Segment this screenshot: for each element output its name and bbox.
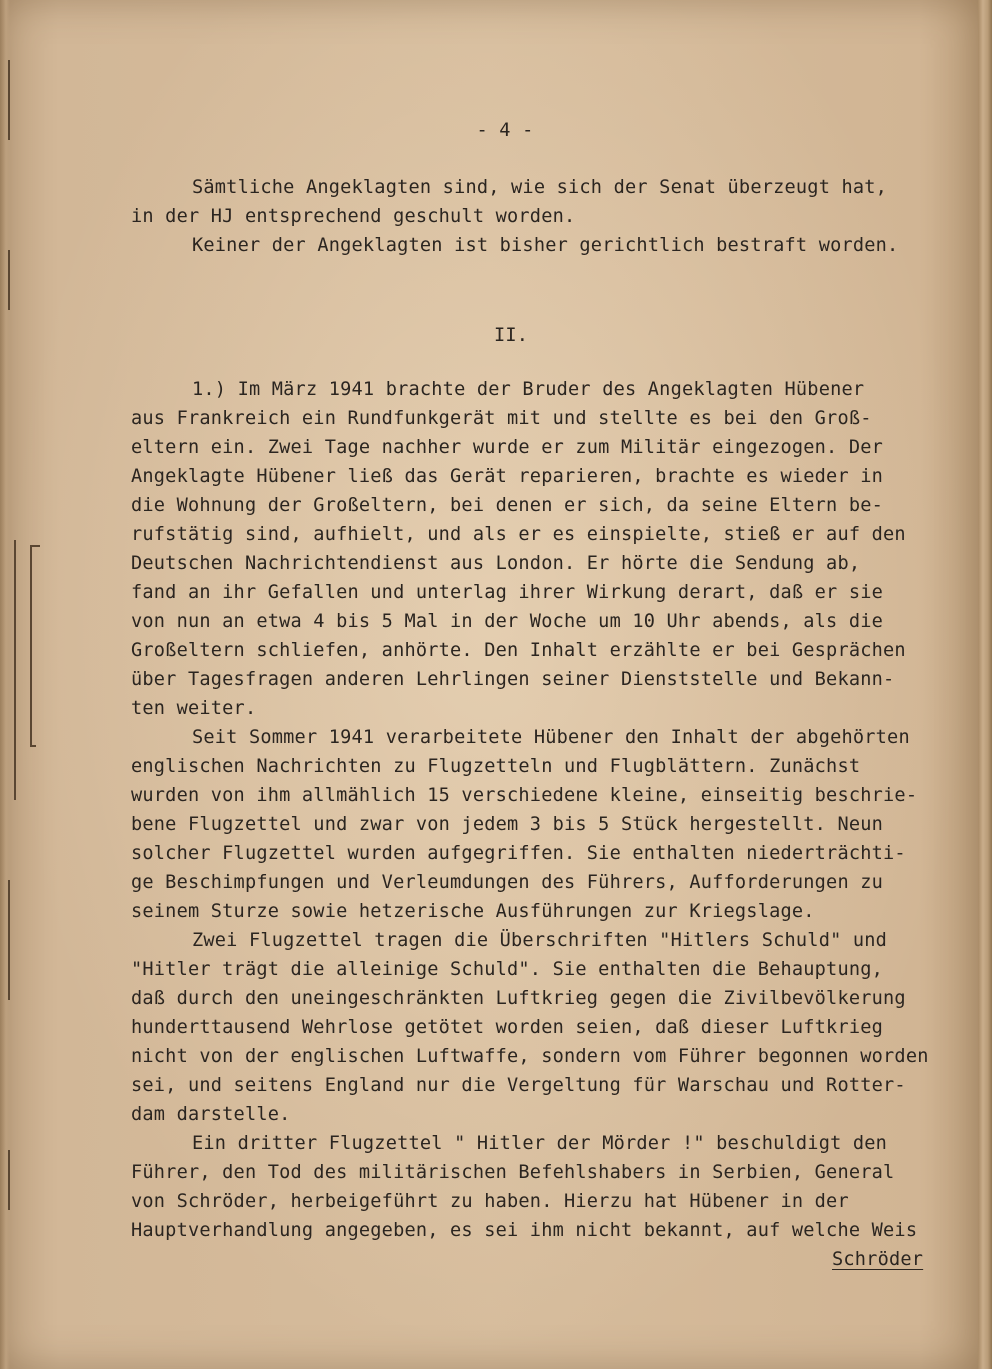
text-line: über Tagesfragen anderen Lehrlingen seiner Dienststelle und Bekann-: [131, 669, 895, 690]
text-line: Zwei Flugzettel tragen die Überschriften "Hitlers Schuld" und: [192, 930, 888, 951]
section-heading: II.: [494, 325, 529, 346]
text-line: seinem Sturze sowie hetzerische Ausführungen zur Kriegslage.: [131, 901, 815, 922]
text-line: daß durch den uneingeschränkten Luftkrieg gegen die Zivilbevölkerung: [131, 988, 906, 1009]
text-line: bene Flugzettel und zwar von jedem 3 bis 5 Stück hergestellt. Neun: [131, 814, 884, 835]
text-line: ten weiter.: [131, 698, 257, 719]
text-line: Keiner der Angeklagten ist bisher gerichtlich bestraft worden.: [192, 235, 899, 256]
text-line: von Schröder, herbeigeführt zu haben. Hierzu hat Hübener in der: [131, 1191, 849, 1212]
text-line: von nun an etwa 4 bis 5 Mal in der Woche um 10 Uhr abends, als die: [131, 611, 884, 632]
text-line: Hauptverhandlung angegeben, es sei ihm nicht bekannt, auf welche Weis: [131, 1220, 918, 1241]
margin-mark: [8, 250, 10, 310]
page-number: - 4 -: [476, 120, 534, 141]
text-line: wurden von ihm allmählich 15 verschiedene kleine, einseitig beschrie-: [131, 785, 918, 806]
text-line: Seit Sommer 1941 verarbeitete Hübener den Inhalt der abgehörten: [192, 727, 910, 748]
text-line: englischen Nachrichten zu Flugzetteln und Flugblättern. Zunächst: [131, 756, 861, 777]
margin-mark: [8, 60, 10, 140]
text-line: Führer, den Tod des militärischen Befehlshabers in Serbien, General: [131, 1162, 895, 1183]
text-line: Deutschen Nachrichtendienst aus London. Er hörte die Sendung ab,: [131, 553, 861, 574]
margin-mark: [30, 545, 32, 745]
catchword: Schröder: [832, 1249, 924, 1270]
text-line: solcher Flugzettel wurden aufgegriffen. Sie enthalten niederträchti-: [131, 843, 906, 864]
text-line: Angeklagte Hübener ließ das Gerät reparieren, brachte es wieder in: [131, 466, 884, 487]
text-line: dam darstelle.: [131, 1104, 291, 1125]
text-line: in der HJ entsprechend geschult worden.: [131, 206, 576, 227]
text-line: "Hitler trägt die alleinige Schuld". Sie enthalten die Behauptung,: [131, 959, 884, 980]
text-line: hunderttausend Wehrlose getötet worden seien, daß dieser Luftkrieg: [131, 1017, 884, 1038]
text-line: Großeltern schliefen, anhörte. Den Inhalt erzählte er bei Gesprächen: [131, 640, 906, 661]
text-line: 1.) Im März 1941 brachte der Bruder des Angeklagten Hübener: [192, 379, 865, 400]
text-line: ge Beschimpfungen und Verleumdungen des Führers, Aufforderungen zu: [131, 872, 884, 893]
margin-mark: [8, 880, 10, 1000]
paper-right-edge: [978, 0, 992, 1369]
text-line: Ein dritter Flugzettel " Hitler der Mörder !" beschuldigt den: [192, 1133, 888, 1154]
text-line: aus Frankreich ein Rundfunkgerät mit und stellte es bei den Groß-: [131, 408, 872, 429]
text-line: Sämtliche Angeklagten sind, wie sich der Senat überzeugt hat,: [192, 177, 888, 198]
text-line: rufstätig sind, aufhielt, und als er es einspielte, stieß er auf den: [131, 524, 906, 545]
margin-mark: [14, 540, 16, 800]
margin-mark: [8, 1150, 10, 1210]
text-line: die Wohnung der Großeltern, bei denen er sich, da seine Eltern be-: [131, 495, 884, 516]
text-line: eltern ein. Zwei Tage nachher wurde er zum Militär eingezogen. Der: [131, 437, 884, 458]
text-line: fand an ihr Gefallen und unterlag ihrer Wirkung derart, daß er sie: [131, 582, 884, 603]
margin-mark: [30, 745, 36, 747]
text-line: sei, und seitens England nur die Vergeltung für Warschau und Rotter-: [131, 1075, 906, 1096]
text-line: nicht von der englischen Luftwaffe, sondern vom Führer begonnen worden: [131, 1046, 929, 1067]
